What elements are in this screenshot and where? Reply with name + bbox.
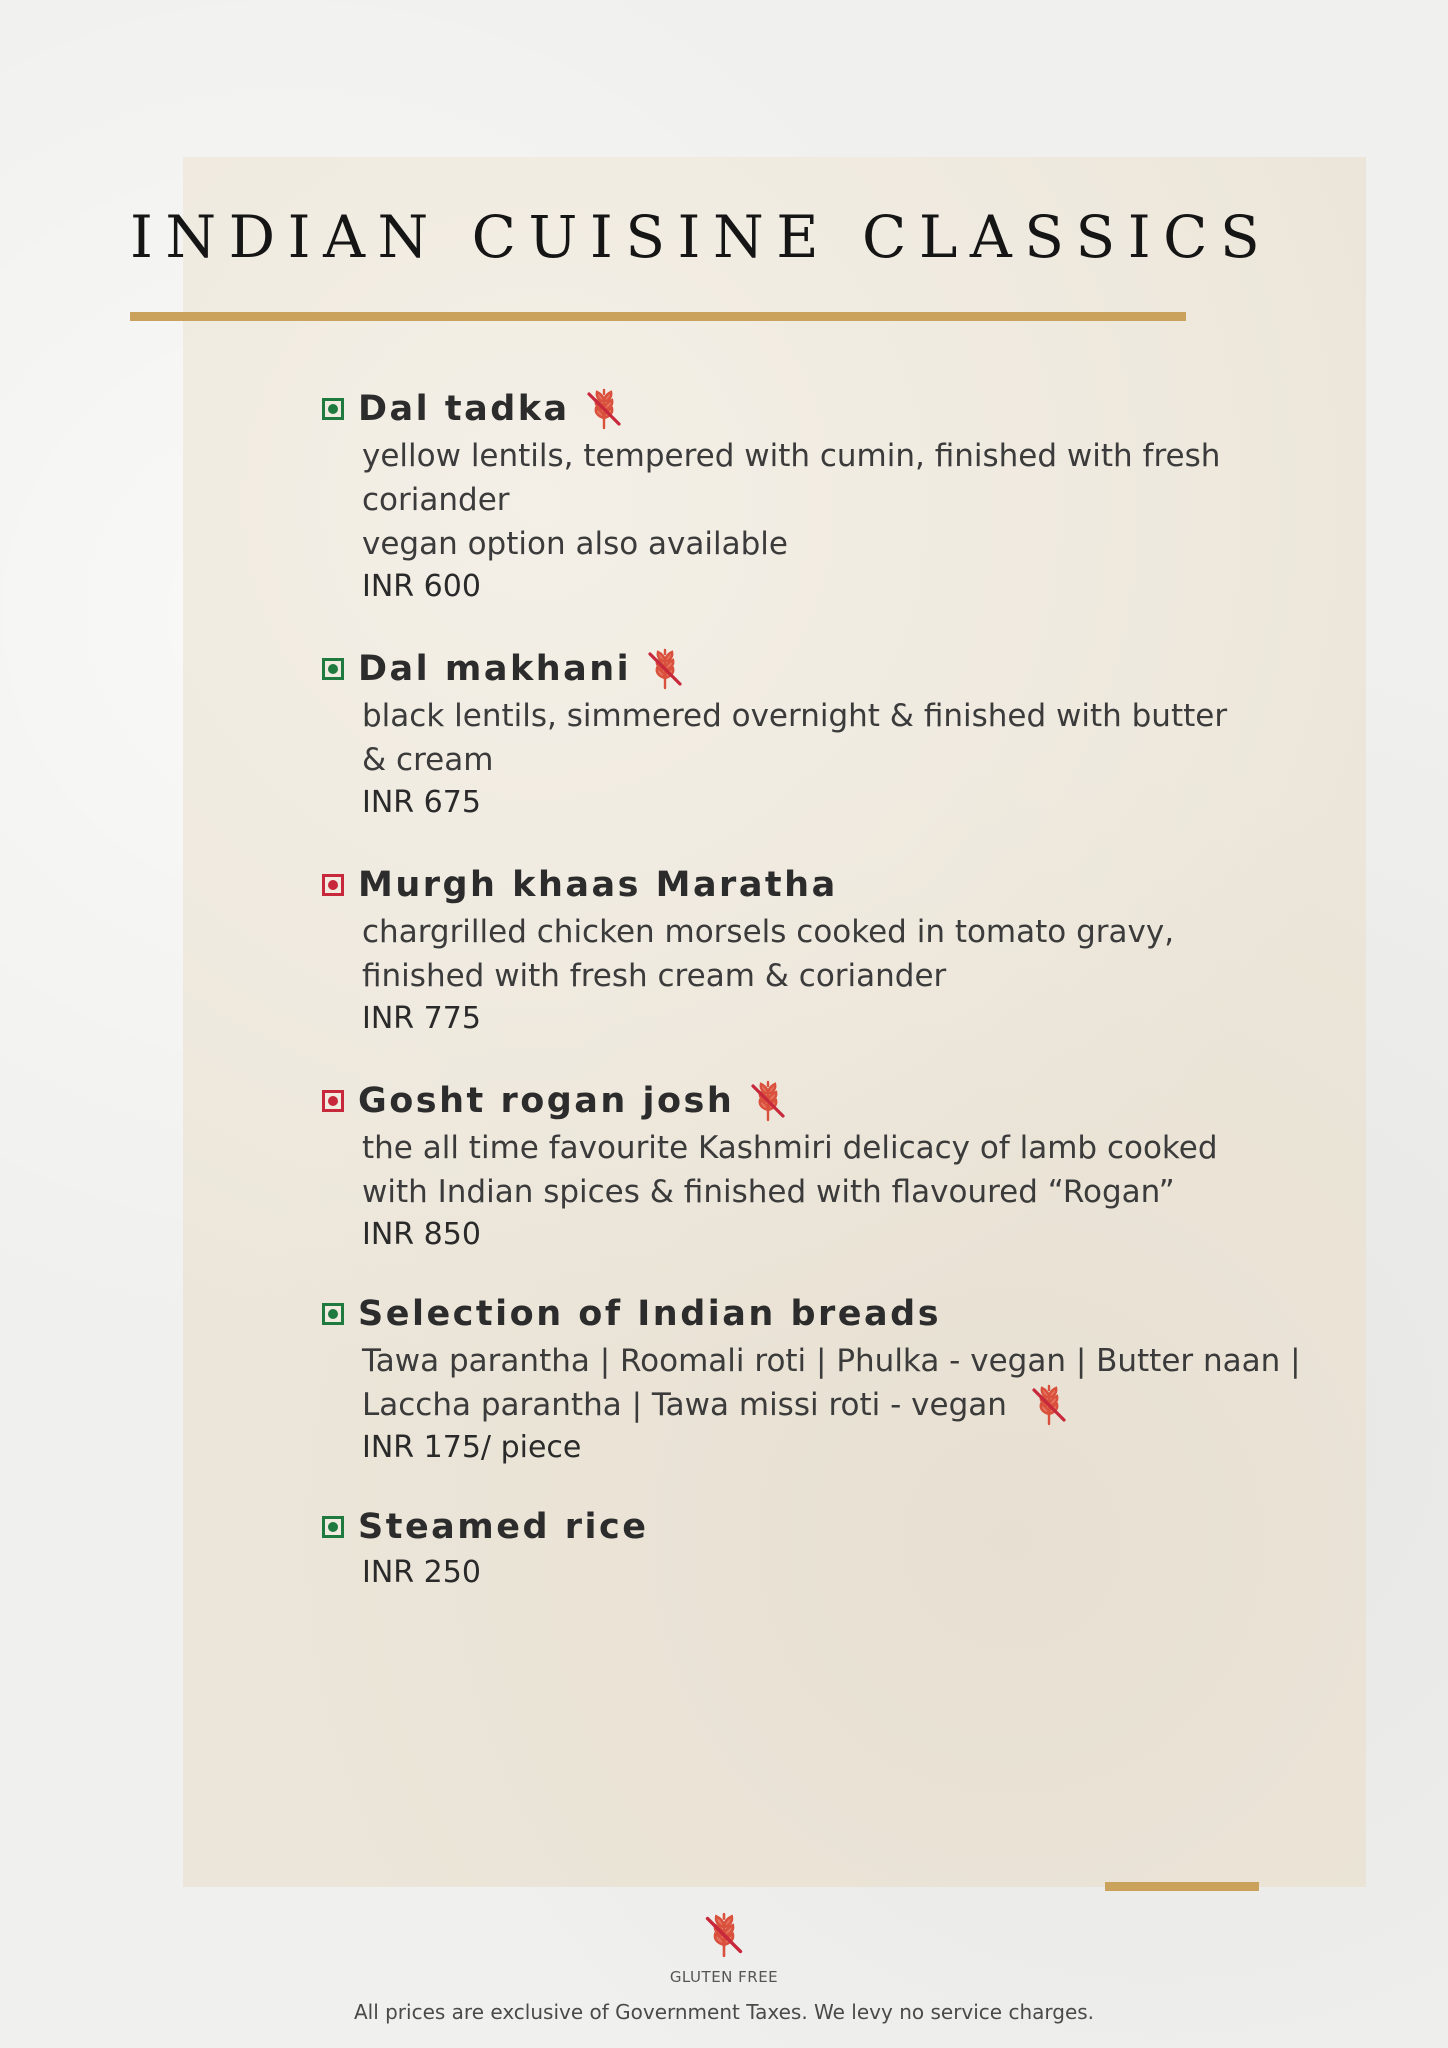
veg-icon xyxy=(322,398,344,420)
gluten-free-icon xyxy=(1029,1384,1069,1426)
item-description-line: & cream xyxy=(362,742,494,778)
item-description-line: Tawa parantha | Roomali roti | Phulka - vegan | Butter naan | xyxy=(362,1343,1301,1379)
item-description-line: yellow lentils, tempered with cumin, finished with fresh xyxy=(362,438,1221,474)
gluten-free-icon xyxy=(748,1080,788,1122)
item-name: Murgh khaas Maratha xyxy=(358,865,838,905)
item-price: INR 775 xyxy=(362,1001,481,1036)
item-name: Steamed rice xyxy=(358,1507,649,1547)
item-price: INR 175/ piece xyxy=(362,1430,582,1465)
item-description-line: black lentils, simmered overnight & finished with butter xyxy=(362,698,1228,734)
menu-item-gosht-rogan-josh xyxy=(322,1076,1322,1256)
veg-icon xyxy=(322,1303,344,1325)
item-description-line: with Indian spices & finished with flavoured “Rogan” xyxy=(362,1174,1175,1210)
item-name: Gosht rogan josh xyxy=(358,1081,735,1121)
menu-item-dal-tadka xyxy=(322,384,1322,608)
tax-note: All prices are exclusive of Government Taxes. We levy no service charges. xyxy=(353,2000,1095,2024)
item-description-line: the all time favourite Kashmiri delicacy of lamb cooked xyxy=(362,1130,1218,1166)
gluten-free-icon xyxy=(702,1912,746,1958)
item-description-line: finished with fresh cream & coriander xyxy=(362,958,947,994)
gluten-free-icon xyxy=(584,388,624,430)
menu-item-dal-makhani xyxy=(322,644,1322,824)
page-title: INDIAN CUISINE CLASSICS xyxy=(130,203,1273,271)
title-underline xyxy=(130,312,1186,321)
non-veg-icon xyxy=(322,1090,344,1112)
item-price: INR 675 xyxy=(362,785,481,820)
item-name: Dal tadka xyxy=(358,389,570,429)
menu-item-indian-breads xyxy=(322,1289,1322,1469)
non-veg-icon xyxy=(322,874,344,896)
menu-item-steamed-rice xyxy=(322,1502,1322,1594)
gluten-free-icon xyxy=(645,648,685,690)
veg-icon xyxy=(322,658,344,680)
corner-accent-rule xyxy=(1105,1882,1259,1891)
item-price: INR 600 xyxy=(362,569,481,604)
veg-icon xyxy=(322,1516,344,1538)
item-description-line: chargrilled chicken morsels cooked in tomato gravy, xyxy=(362,914,1175,950)
item-description-line: coriander xyxy=(362,482,510,518)
item-description-line-with-icon xyxy=(362,1383,1322,1427)
item-description-line: vegan option also available xyxy=(362,526,788,562)
item-name: Selection of Indian breads xyxy=(358,1294,942,1334)
item-name: Dal makhani xyxy=(358,649,632,689)
gluten-free-legend: GLUTEN FREE xyxy=(669,1968,779,1986)
item-price: INR 250 xyxy=(362,1555,481,1590)
item-description-text: Laccha parantha | Tawa missi roti - vegan xyxy=(362,1387,1007,1423)
item-price: INR 850 xyxy=(362,1217,481,1252)
menu-item-murgh-khaas-maratha xyxy=(322,860,1322,1040)
